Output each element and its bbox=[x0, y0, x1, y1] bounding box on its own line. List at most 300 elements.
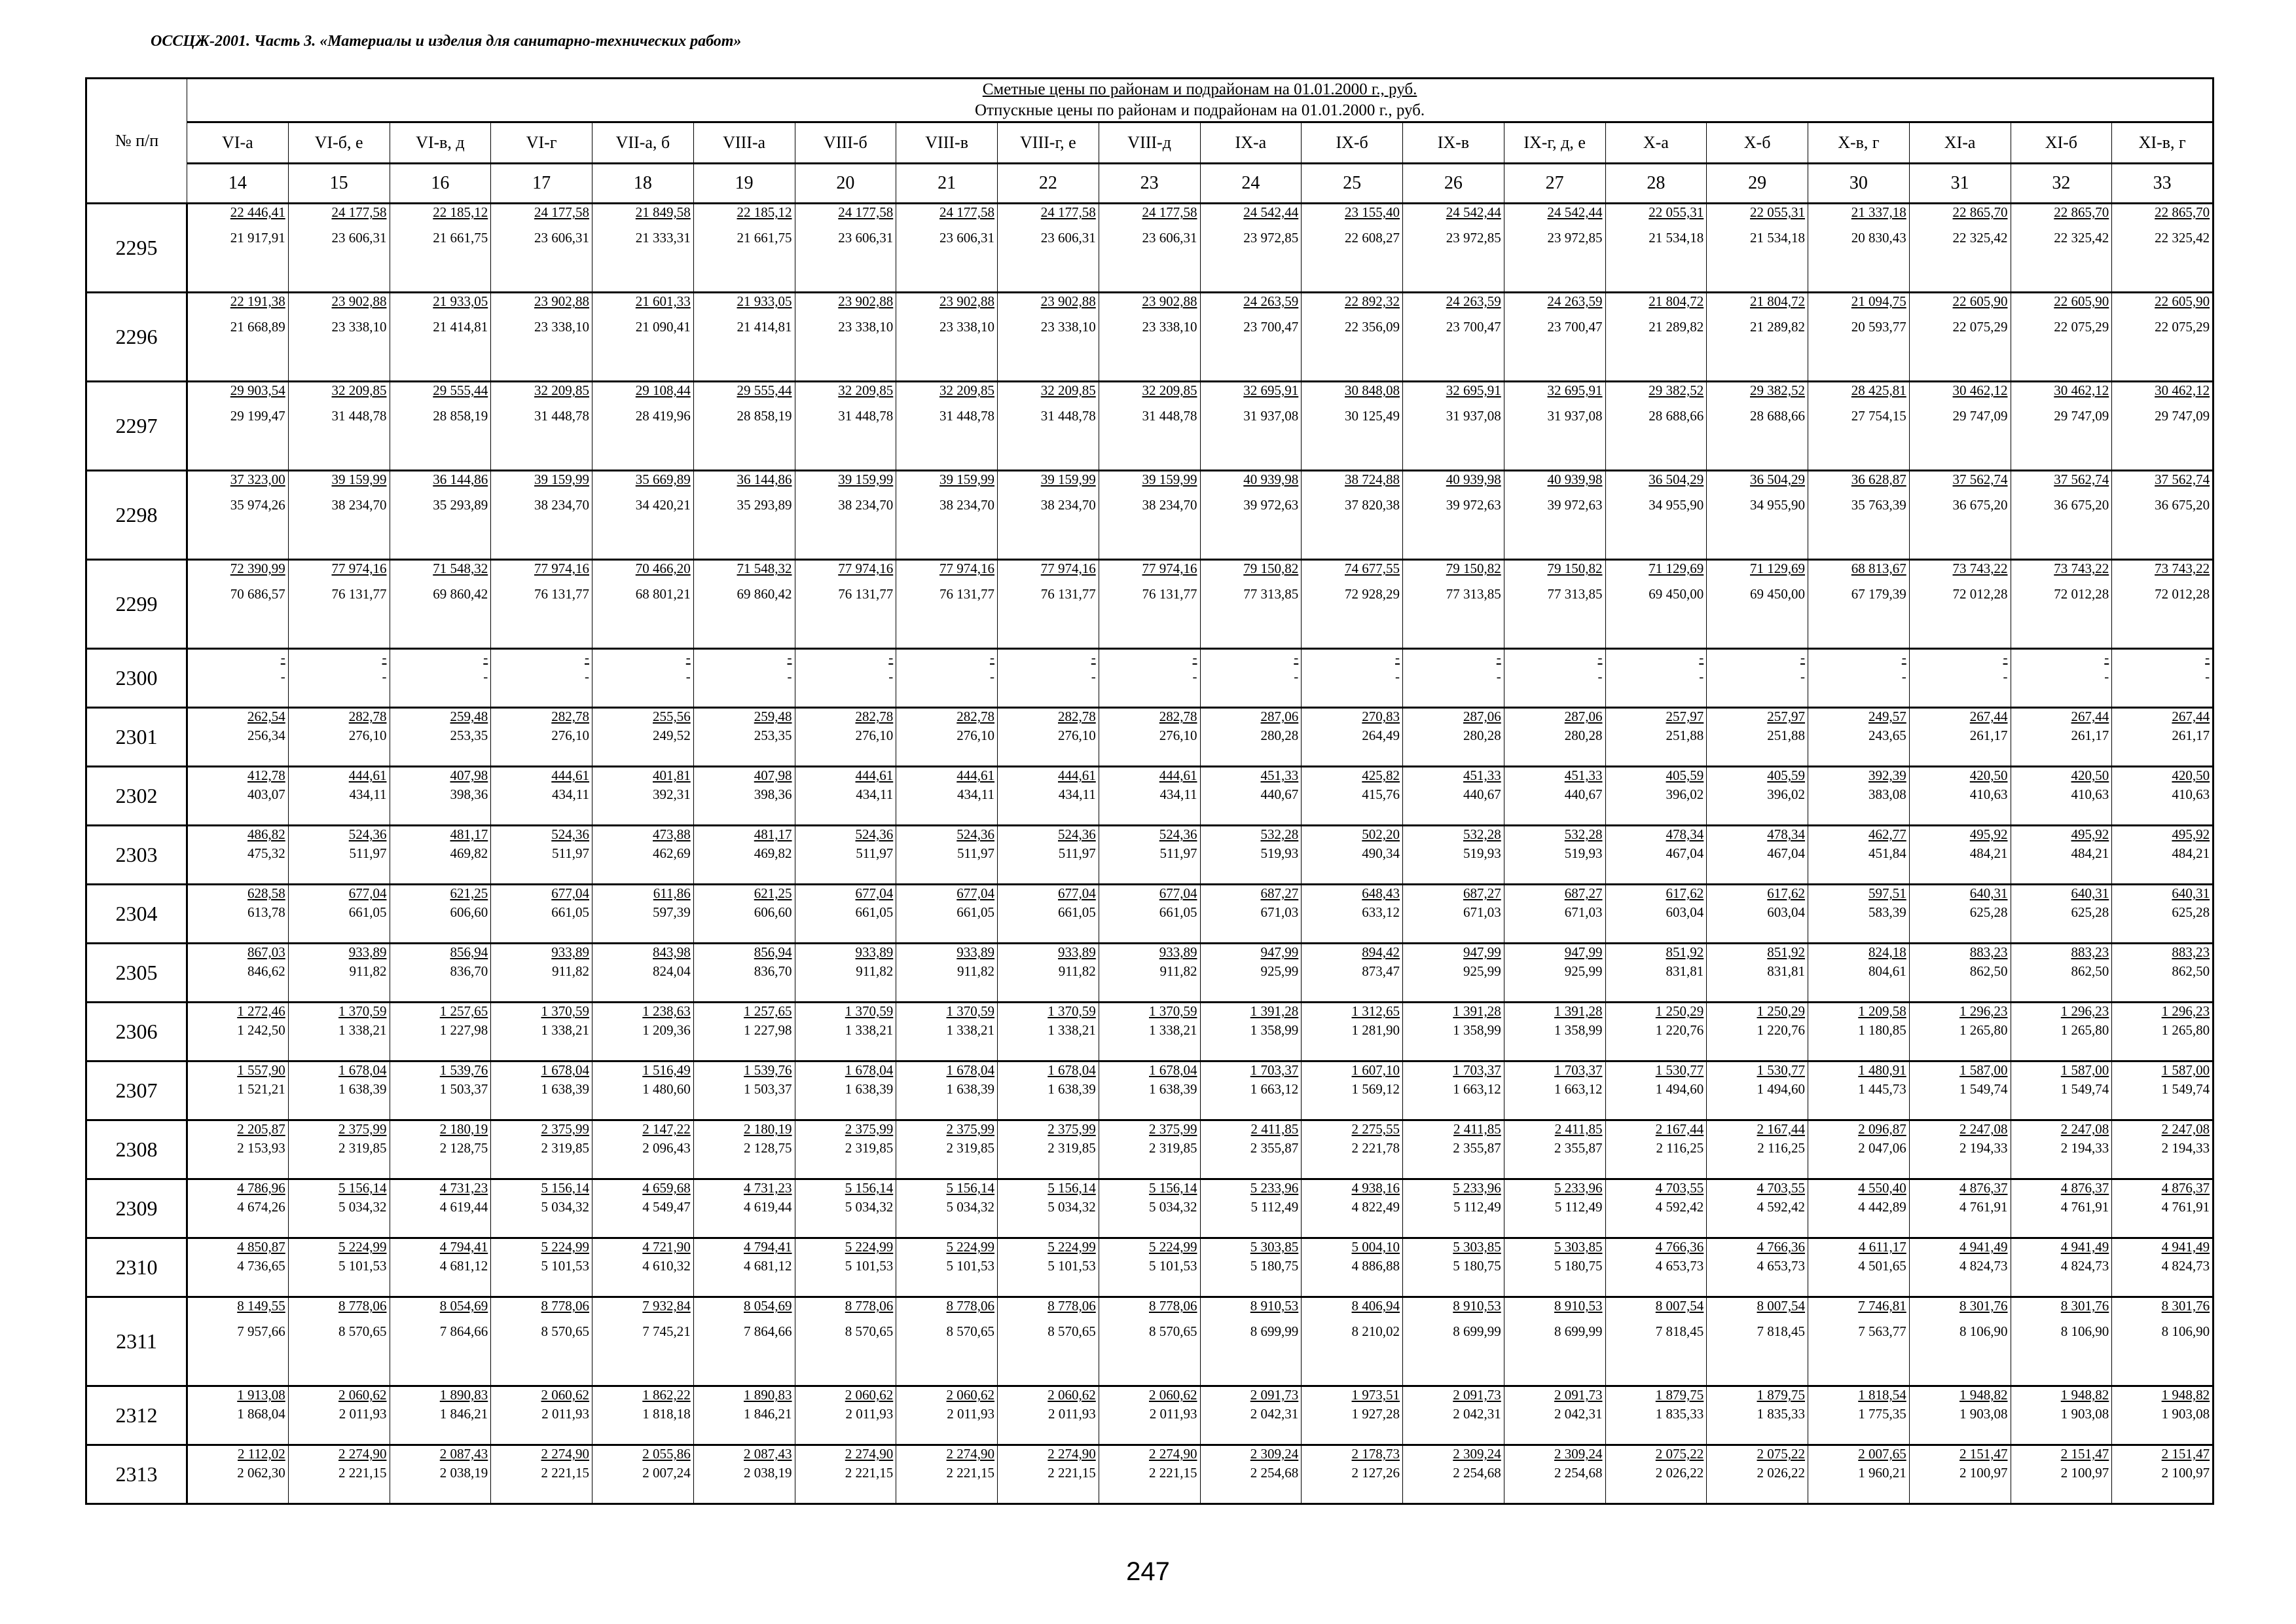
estimated-price: 444,61 bbox=[855, 767, 894, 783]
price-cell bbox=[896, 1003, 998, 1061]
district-header: IX-в bbox=[1403, 122, 1504, 164]
release-price: 21 917,91 bbox=[230, 230, 285, 246]
estimated-price: 4 611,17 bbox=[1859, 1239, 1906, 1255]
price-cell bbox=[1099, 1061, 1200, 1120]
price-cell bbox=[1099, 560, 1200, 649]
table-row bbox=[86, 708, 2214, 767]
estimated-price: 856,94 bbox=[754, 944, 792, 960]
price-cell bbox=[1504, 944, 1605, 1003]
price-cell bbox=[491, 1120, 592, 1179]
price-cell bbox=[1605, 649, 1707, 708]
estimated-price: 4 659,68 bbox=[642, 1180, 691, 1196]
estimated-price: - bbox=[990, 650, 994, 665]
release-price: 22 608,27 bbox=[1345, 230, 1400, 246]
price-cell bbox=[795, 1120, 896, 1179]
price-cell bbox=[896, 767, 998, 826]
estimated-price: 933,89 bbox=[855, 944, 894, 960]
estimated-price: - bbox=[483, 650, 488, 665]
price-cell bbox=[390, 944, 491, 1003]
price-cell bbox=[1302, 826, 1403, 885]
release-price: 606,60 bbox=[754, 904, 792, 920]
price-cell bbox=[1707, 560, 1808, 649]
row-number: 2306 bbox=[86, 1003, 187, 1061]
price-cell bbox=[187, 944, 289, 1003]
release-price: 261,17 bbox=[2071, 728, 2109, 743]
estimated-price: 1 587,00 bbox=[1959, 1062, 2008, 1078]
release-price: 2 319,85 bbox=[946, 1140, 994, 1156]
price-cell bbox=[288, 204, 390, 293]
estimated-price: 29 555,44 bbox=[737, 382, 792, 398]
price-cell bbox=[1605, 1061, 1707, 1120]
row-number: 2302 bbox=[86, 767, 187, 826]
row-number: 2307 bbox=[86, 1061, 187, 1120]
estimated-price: 24 263,59 bbox=[1547, 293, 1603, 309]
price-cell bbox=[1504, 885, 1605, 944]
release-price: 831,81 bbox=[1666, 963, 1704, 979]
release-price: 862,50 bbox=[2172, 963, 2210, 979]
estimated-price: 1 312,65 bbox=[1351, 1003, 1400, 1019]
price-cell bbox=[2011, 885, 2112, 944]
estimated-price: 2 091,73 bbox=[1250, 1387, 1299, 1403]
estimated-price: 2 411,85 bbox=[1250, 1121, 1299, 1137]
estimated-price: 1 250,29 bbox=[1655, 1003, 1704, 1019]
estimated-price: 495,92 bbox=[2071, 826, 2109, 842]
estimated-price: 1 370,59 bbox=[541, 1003, 589, 1019]
estimated-price: 462,77 bbox=[1868, 826, 1906, 842]
table-row bbox=[86, 826, 2214, 885]
estimated-price: 425,82 bbox=[1362, 767, 1400, 783]
column-number: 29 bbox=[1707, 164, 1808, 204]
table-row bbox=[86, 1238, 2214, 1297]
release-price: 5 180,75 bbox=[1554, 1258, 1603, 1274]
release-price: 661,05 bbox=[1159, 904, 1197, 920]
estimated-price: 1 539,76 bbox=[439, 1062, 488, 1078]
price-cell bbox=[1403, 1120, 1504, 1179]
price-cell bbox=[288, 708, 390, 767]
release-price: 1 281,90 bbox=[1351, 1022, 1400, 1038]
price-cell bbox=[288, 560, 390, 649]
table-title-row bbox=[86, 79, 2214, 122]
release-price: - bbox=[382, 669, 387, 684]
release-price: 23 338,10 bbox=[534, 319, 589, 335]
price-cell bbox=[693, 382, 795, 471]
estimated-price: - bbox=[1395, 650, 1400, 665]
price-cell bbox=[1504, 1120, 1605, 1179]
price-cell bbox=[187, 382, 289, 471]
estimated-price: 1 678,04 bbox=[845, 1062, 894, 1078]
estimated-price: 2 274,90 bbox=[1048, 1446, 1096, 1462]
estimated-price: 2 375,99 bbox=[1048, 1121, 1096, 1137]
column-number: 28 bbox=[1605, 164, 1707, 204]
release-price: 5 101,53 bbox=[845, 1258, 894, 1274]
estimated-price: 71 129,69 bbox=[1750, 561, 1805, 576]
price-cell bbox=[1605, 1386, 1707, 1445]
estimated-price: 933,89 bbox=[957, 944, 994, 960]
release-price: 8 106,90 bbox=[1959, 1323, 2008, 1339]
district-header: VIII-б bbox=[795, 122, 896, 164]
release-price: 1 549,74 bbox=[2161, 1081, 2210, 1097]
estimated-price: 2 275,55 bbox=[1351, 1121, 1400, 1137]
price-cell bbox=[390, 1003, 491, 1061]
price-cell bbox=[1302, 649, 1403, 708]
price-cell bbox=[187, 293, 289, 382]
estimated-price: 4 850,87 bbox=[237, 1239, 285, 1255]
price-cell bbox=[693, 1003, 795, 1061]
release-price: 398,36 bbox=[450, 786, 488, 802]
price-cell bbox=[592, 826, 694, 885]
release-price: 633,12 bbox=[1362, 904, 1400, 920]
estimated-price: 2 060,62 bbox=[1048, 1387, 1096, 1403]
release-price: 69 860,42 bbox=[433, 586, 488, 602]
release-price: 2 319,85 bbox=[845, 1140, 894, 1156]
release-price: 824,04 bbox=[653, 963, 691, 979]
release-price: 911,82 bbox=[1159, 963, 1197, 979]
release-price: 36 675,20 bbox=[1952, 497, 2008, 513]
price-cell bbox=[390, 1238, 491, 1297]
price-cell bbox=[390, 293, 491, 382]
release-price: 911,82 bbox=[349, 963, 387, 979]
price-cell bbox=[1200, 1238, 1302, 1297]
estimated-price: 5 224,99 bbox=[1048, 1239, 1096, 1255]
estimated-price: 2 274,90 bbox=[541, 1446, 589, 1462]
estimated-price: 640,31 bbox=[1969, 885, 2008, 901]
release-price: 21 534,18 bbox=[1750, 230, 1805, 246]
release-price: 5 034,32 bbox=[1048, 1199, 1096, 1215]
estimated-price: 22 605,90 bbox=[2054, 293, 2109, 309]
price-cell bbox=[1403, 1297, 1504, 1386]
estimated-price: 39 159,99 bbox=[534, 471, 589, 487]
estimated-price: 39 159,99 bbox=[1142, 471, 1197, 487]
release-price: 383,08 bbox=[1868, 786, 1906, 802]
release-price: 2 042,31 bbox=[1554, 1406, 1603, 1422]
release-price: 276,10 bbox=[551, 728, 589, 743]
release-price: 22 356,09 bbox=[1345, 319, 1400, 335]
estimated-price: 30 462,12 bbox=[2155, 382, 2210, 398]
price-cell bbox=[1099, 1003, 1200, 1061]
release-price: 2 100,97 bbox=[1959, 1465, 2008, 1481]
release-price: 2 096,43 bbox=[642, 1140, 691, 1156]
estimated-price: 1 818,54 bbox=[1858, 1387, 1906, 1403]
price-cell bbox=[1808, 1120, 1910, 1179]
release-price: 440,67 bbox=[1463, 786, 1501, 802]
release-price: 21 661,75 bbox=[433, 230, 488, 246]
release-price: 7 957,66 bbox=[237, 1323, 285, 1339]
release-price: 38 234,70 bbox=[838, 497, 894, 513]
release-price: 31 448,78 bbox=[331, 408, 387, 424]
estimated-price: 677,04 bbox=[1058, 885, 1096, 901]
estimated-price: 23 902,88 bbox=[1040, 293, 1096, 309]
release-price: 2 011,93 bbox=[947, 1406, 994, 1422]
estimated-price: 687,27 bbox=[1463, 885, 1501, 901]
release-price: 1 638,39 bbox=[946, 1081, 994, 1097]
price-cell bbox=[390, 560, 491, 649]
price-cell bbox=[1200, 1445, 1302, 1504]
release-price: 2 042,31 bbox=[1250, 1406, 1299, 1422]
price-cell bbox=[2112, 1061, 2214, 1120]
price-cell bbox=[592, 885, 694, 944]
price-cell bbox=[1403, 826, 1504, 885]
release-price: - bbox=[280, 669, 285, 684]
district-header: Х-б bbox=[1707, 122, 1808, 164]
price-cell bbox=[1302, 885, 1403, 944]
estimated-price: 883,23 bbox=[2071, 944, 2109, 960]
estimated-price: 1 370,59 bbox=[338, 1003, 387, 1019]
estimated-price: 4 786,96 bbox=[237, 1180, 285, 1196]
estimated-price: 22 055,31 bbox=[1750, 204, 1805, 220]
release-price: - bbox=[585, 669, 589, 684]
release-price: 28 858,19 bbox=[433, 408, 488, 424]
price-cell bbox=[998, 649, 1099, 708]
price-cell bbox=[1099, 649, 1200, 708]
price-cell bbox=[592, 1386, 694, 1445]
price-cell bbox=[1099, 708, 1200, 767]
price-cell bbox=[1302, 1445, 1403, 1504]
price-cell bbox=[2011, 649, 2112, 708]
release-price: 23 972,85 bbox=[1243, 230, 1299, 246]
release-price: 256,34 bbox=[247, 728, 285, 743]
estimated-price: 40 939,98 bbox=[1446, 471, 1501, 487]
estimated-price: - bbox=[2104, 650, 2109, 665]
estimated-price: 8 778,06 bbox=[946, 1298, 994, 1314]
price-cell bbox=[288, 1061, 390, 1120]
price-cell bbox=[592, 649, 694, 708]
release-price: 1 903,08 bbox=[1959, 1406, 2008, 1422]
price-cell bbox=[896, 471, 998, 560]
column-number: 25 bbox=[1302, 164, 1403, 204]
estimated-price: 1 678,04 bbox=[1149, 1062, 1197, 1078]
release-price: 1 960,21 bbox=[1858, 1465, 1906, 1481]
price-cell bbox=[896, 944, 998, 1003]
release-price: 8 570,65 bbox=[845, 1323, 894, 1339]
estimated-price: 1 391,28 bbox=[1554, 1003, 1603, 1019]
district-header: IX-а bbox=[1200, 122, 1302, 164]
price-cell bbox=[1707, 944, 1808, 1003]
release-price: 4 653,73 bbox=[1757, 1258, 1805, 1274]
release-price: 276,10 bbox=[1058, 728, 1096, 743]
price-cell bbox=[1403, 382, 1504, 471]
release-price: 5 101,53 bbox=[338, 1258, 387, 1274]
price-cell bbox=[1909, 1238, 2011, 1297]
release-price: 1 227,98 bbox=[744, 1022, 792, 1038]
release-price: 2 319,85 bbox=[1048, 1140, 1096, 1156]
estimated-price: 30 848,08 bbox=[1345, 382, 1400, 398]
price-cell bbox=[795, 1061, 896, 1120]
estimated-price: 392,39 bbox=[1868, 767, 1906, 783]
price-cell bbox=[795, 293, 896, 382]
table-title bbox=[187, 79, 2214, 122]
release-price: 31 448,78 bbox=[1040, 408, 1096, 424]
price-cell bbox=[592, 1445, 694, 1504]
price-cell bbox=[2112, 560, 2214, 649]
release-price: 20 830,43 bbox=[1851, 230, 1906, 246]
title-estimated-prices: Сметные цены по районам и подрайонам на 01.01.2000 г., руб. bbox=[982, 81, 1417, 98]
price-cell bbox=[1099, 944, 1200, 1003]
price-cell bbox=[288, 382, 390, 471]
estimated-price: 257,97 bbox=[1767, 709, 1805, 724]
estimated-price: 36 628,87 bbox=[1851, 471, 1906, 487]
release-price: 911,82 bbox=[552, 963, 589, 979]
release-price: 2 127,26 bbox=[1351, 1465, 1400, 1481]
release-price: 1 220,76 bbox=[1655, 1022, 1704, 1038]
release-price: 76 131,77 bbox=[331, 586, 387, 602]
price-cell bbox=[1909, 649, 2011, 708]
price-cell bbox=[1099, 885, 1200, 944]
release-price: 5 180,75 bbox=[1453, 1258, 1501, 1274]
release-price: 1 209,36 bbox=[642, 1022, 691, 1038]
price-cell bbox=[592, 767, 694, 826]
price-cell bbox=[1200, 560, 1302, 649]
price-cell bbox=[390, 1061, 491, 1120]
district-header: VIII-а bbox=[693, 122, 795, 164]
estimated-price: 8 007,54 bbox=[1757, 1298, 1805, 1314]
price-cell bbox=[795, 944, 896, 1003]
price-cell bbox=[288, 767, 390, 826]
price-cell bbox=[1707, 1179, 1808, 1238]
estimated-price: 405,59 bbox=[1666, 767, 1704, 783]
estimated-price: 597,51 bbox=[1868, 885, 1906, 901]
release-price: 22 075,29 bbox=[2155, 319, 2210, 335]
price-cell bbox=[1707, 1003, 1808, 1061]
estimated-price: 7 932,84 bbox=[642, 1298, 691, 1314]
release-price: 29 747,09 bbox=[1952, 408, 2008, 424]
estimated-price: 24 177,58 bbox=[331, 204, 387, 220]
price-cell bbox=[998, 1061, 1099, 1120]
release-price: 23 606,31 bbox=[1040, 230, 1096, 246]
price-cell bbox=[998, 1179, 1099, 1238]
district-header: XI-а bbox=[1909, 122, 2011, 164]
estimated-price: 259,48 bbox=[754, 709, 792, 724]
release-price: 410,63 bbox=[1969, 786, 2008, 802]
release-price: 77 313,85 bbox=[1243, 586, 1299, 602]
price-cell bbox=[2112, 885, 2214, 944]
estimated-price: 77 974,16 bbox=[331, 561, 387, 576]
price-cell bbox=[1099, 1179, 1200, 1238]
estimated-price: 267,44 bbox=[2071, 709, 2109, 724]
estimated-price: 947,99 bbox=[1260, 944, 1299, 960]
estimated-price: 687,27 bbox=[1564, 885, 1603, 901]
price-cell bbox=[288, 1297, 390, 1386]
estimated-price: 24 177,58 bbox=[939, 204, 994, 220]
price-cell bbox=[390, 1445, 491, 1504]
price-cell bbox=[1605, 1297, 1707, 1386]
price-cell bbox=[1504, 649, 1605, 708]
table-row bbox=[86, 204, 2214, 293]
release-price: 484,21 bbox=[2172, 845, 2210, 861]
price-cell bbox=[288, 1179, 390, 1238]
row-number: 2309 bbox=[86, 1179, 187, 1238]
release-price: 1 663,12 bbox=[1453, 1081, 1501, 1097]
release-price: 434,11 bbox=[856, 786, 894, 802]
price-cell bbox=[2112, 1179, 2214, 1238]
row-number: 2313 bbox=[86, 1445, 187, 1504]
release-price: 1 549,74 bbox=[2060, 1081, 2109, 1097]
estimated-price: 5 224,99 bbox=[338, 1239, 387, 1255]
estimated-price: 2 167,44 bbox=[1757, 1121, 1805, 1137]
district-header: VI-б, е bbox=[288, 122, 390, 164]
release-price: 261,17 bbox=[1969, 728, 2008, 743]
price-cell bbox=[1605, 471, 1707, 560]
release-price: 7 818,45 bbox=[1655, 1323, 1704, 1339]
price-cell bbox=[1200, 708, 1302, 767]
price-cell bbox=[1504, 1445, 1605, 1504]
price-cell bbox=[592, 708, 694, 767]
release-price: 70 686,57 bbox=[230, 586, 285, 602]
release-price: 1 503,37 bbox=[439, 1081, 488, 1097]
estimated-price: 867,03 bbox=[247, 944, 285, 960]
release-price: 38 234,70 bbox=[939, 497, 994, 513]
release-price: 1 638,39 bbox=[1149, 1081, 1197, 1097]
estimated-price: 2 247,08 bbox=[1959, 1121, 2008, 1137]
estimated-price: 267,44 bbox=[2172, 709, 2210, 724]
estimated-price: 29 382,52 bbox=[1750, 382, 1805, 398]
release-price: 625,28 bbox=[1969, 904, 2008, 920]
release-price: 31 448,78 bbox=[534, 408, 589, 424]
estimated-price: 24 542,44 bbox=[1547, 204, 1603, 220]
release-price: 1 494,60 bbox=[1757, 1081, 1805, 1097]
price-cell bbox=[288, 1238, 390, 1297]
estimated-price: 5 224,99 bbox=[845, 1239, 894, 1255]
price-cell bbox=[288, 293, 390, 382]
price-cell bbox=[1302, 1120, 1403, 1179]
release-price: 23 700,47 bbox=[1446, 319, 1501, 335]
estimated-price: 2 375,99 bbox=[338, 1121, 387, 1137]
price-cell bbox=[491, 885, 592, 944]
price-cell bbox=[288, 944, 390, 1003]
column-number: 17 bbox=[491, 164, 592, 204]
estimated-price: 23 902,88 bbox=[838, 293, 894, 309]
estimated-price: - bbox=[2205, 650, 2210, 665]
estimated-price: 2 178,73 bbox=[1351, 1446, 1400, 1462]
estimated-price: 282,78 bbox=[348, 709, 387, 724]
release-price: 603,04 bbox=[1767, 904, 1805, 920]
estimated-price: 524,36 bbox=[551, 826, 589, 842]
release-price: 511,97 bbox=[349, 845, 387, 861]
price-cell bbox=[288, 1120, 390, 1179]
price-cell bbox=[2011, 944, 2112, 1003]
price-cell bbox=[1403, 885, 1504, 944]
price-cell bbox=[998, 382, 1099, 471]
price-cell bbox=[896, 1179, 998, 1238]
release-price: 490,34 bbox=[1362, 845, 1400, 861]
price-cell bbox=[795, 204, 896, 293]
estimated-price: 29 903,54 bbox=[230, 382, 285, 398]
release-price: 434,11 bbox=[1159, 786, 1197, 802]
release-price: 31 448,78 bbox=[1142, 408, 1197, 424]
estimated-price: - bbox=[280, 650, 285, 665]
price-cell bbox=[288, 471, 390, 560]
release-price: 1 358,99 bbox=[1554, 1022, 1603, 1038]
price-cell bbox=[1302, 944, 1403, 1003]
district-header: VI-г bbox=[491, 122, 592, 164]
release-price: 4 592,42 bbox=[1757, 1199, 1805, 1215]
estimated-price: 1 948,82 bbox=[2161, 1387, 2210, 1403]
price-cell bbox=[1200, 885, 1302, 944]
district-header: VIII-г, е bbox=[998, 122, 1099, 164]
estimated-price: 617,62 bbox=[1666, 885, 1704, 901]
release-price: 661,05 bbox=[957, 904, 994, 920]
estimated-price: 481,17 bbox=[450, 826, 488, 842]
estimated-price: 933,89 bbox=[1058, 944, 1096, 960]
price-cell bbox=[1909, 293, 2011, 382]
price-cell bbox=[390, 826, 491, 885]
estimated-price: 407,98 bbox=[450, 767, 488, 783]
estimated-price: 2 112,02 bbox=[238, 1446, 285, 1462]
column-number: 30 bbox=[1808, 164, 1910, 204]
release-price: 5 034,32 bbox=[845, 1199, 894, 1215]
row-number: 2308 bbox=[86, 1120, 187, 1179]
release-price: 671,03 bbox=[1463, 904, 1501, 920]
table-row bbox=[86, 767, 2214, 826]
